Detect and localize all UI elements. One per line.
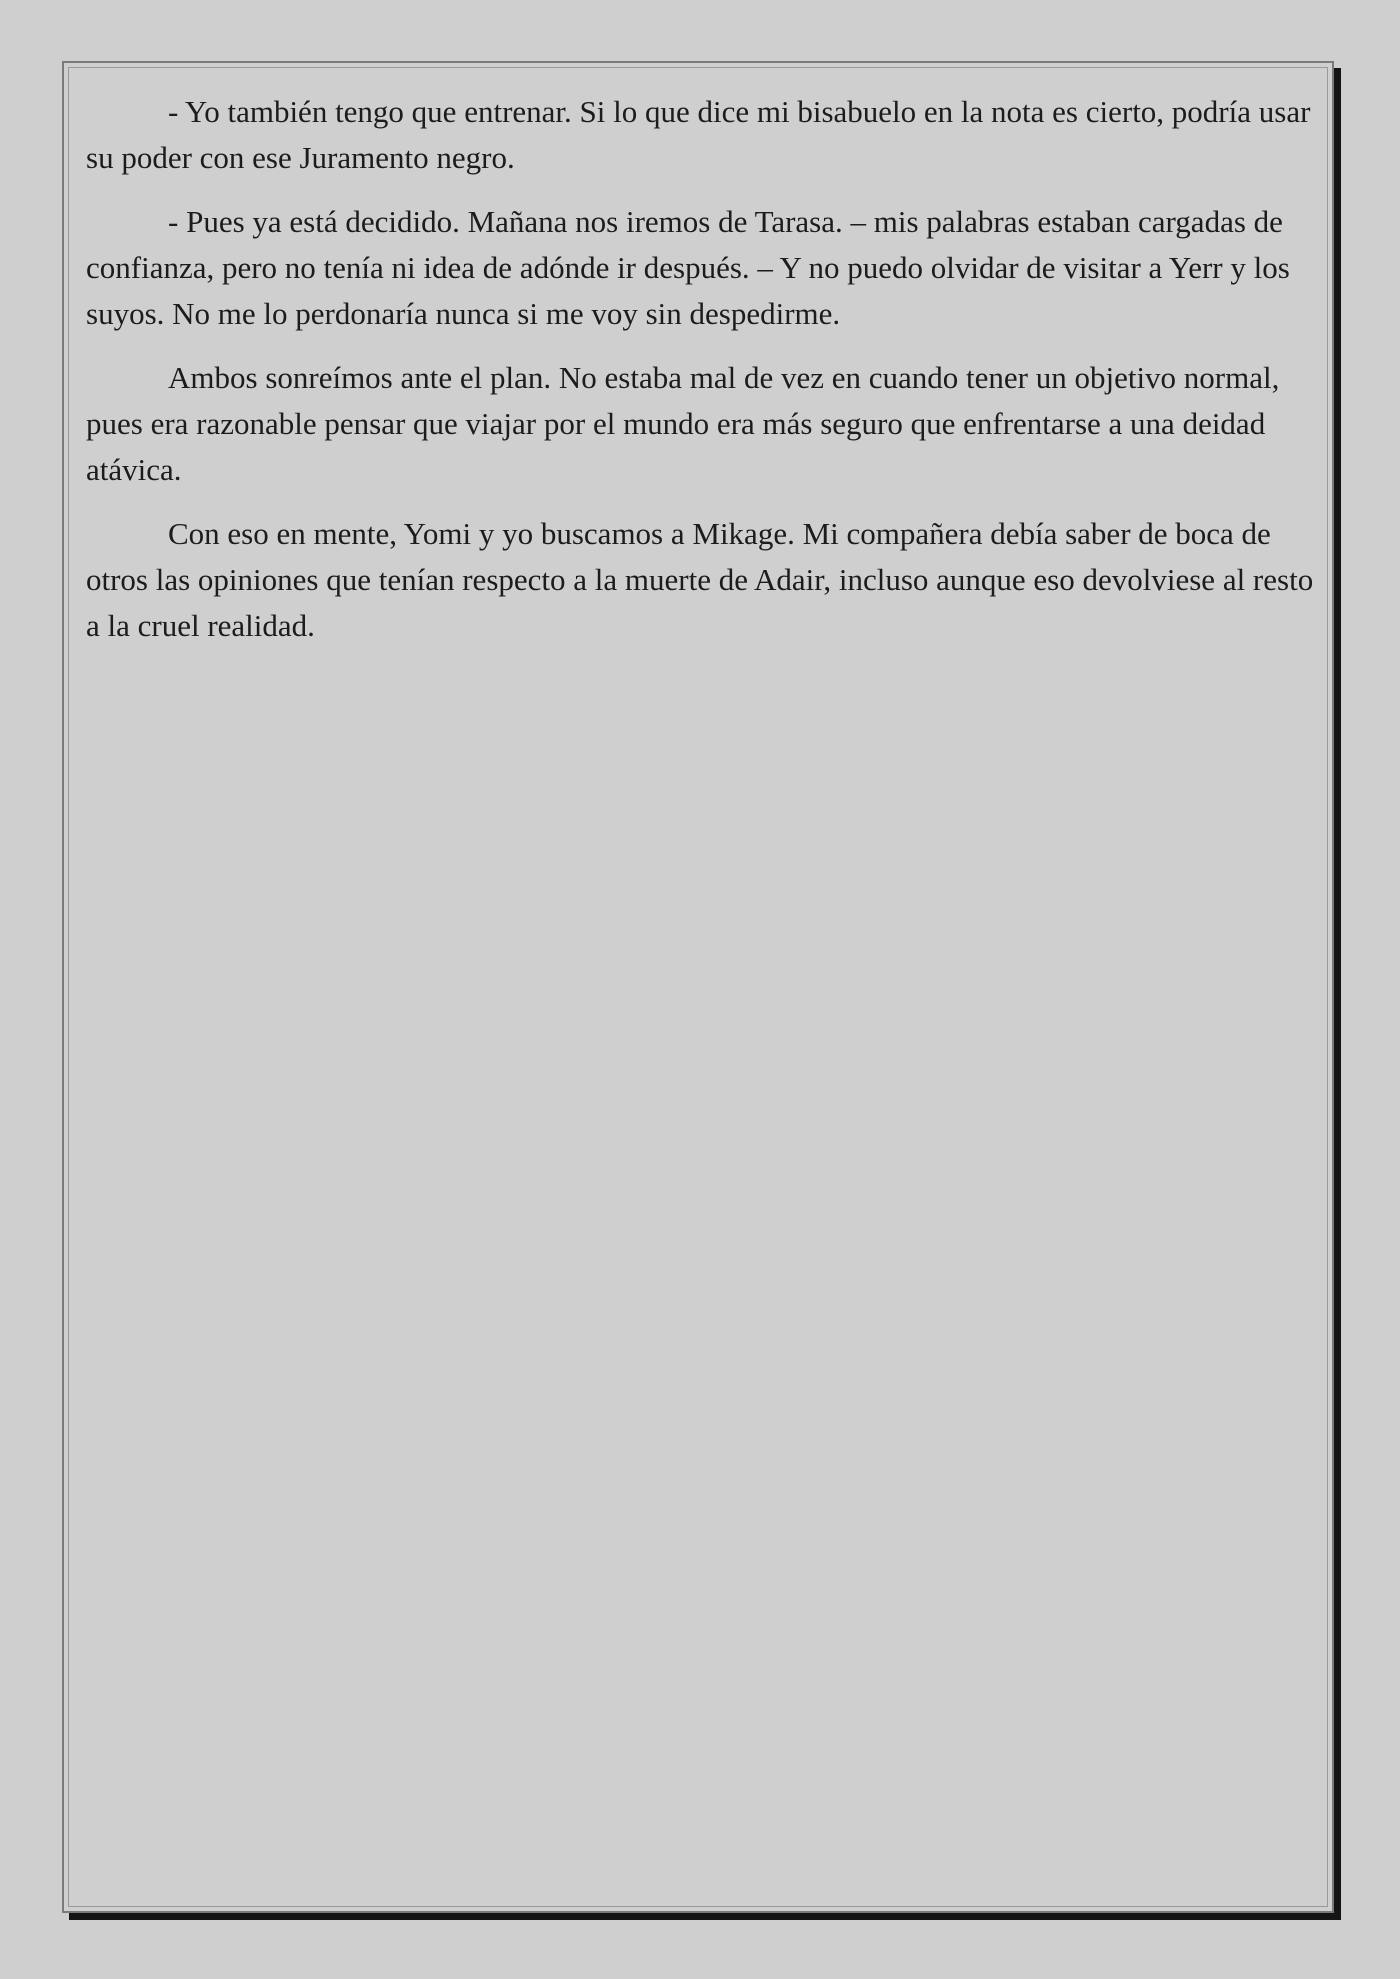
document-body <box>86 89 1318 667</box>
paragraph-1: - Yo también tengo que entrenar. Si lo que dice mi bisabuelo en la nota es cierto, podría usar su poder con ese Juramento negro. <box>86 94 1311 175</box>
paragraph-3: Ambos sonreímos ante el plan. No estaba mal de vez en cuando tener un objetivo normal, pues era razonable pensar que viajar por el mundo era más seguro que enfrentarse a una deidad atávica. <box>86 360 1280 487</box>
paragraph-4: Con eso en mente, Yomi y yo buscamos a Mikage. Mi compañera debía saber de boca de otros las opiniones que tenían respecto a la muerte de Adair, incluso aunque eso devolviese al resto a la cruel realidad. <box>86 516 1314 643</box>
page-frame <box>62 61 1334 1913</box>
paragraph-2: - Pues ya está decidido. Mañana nos iremos de Tarasa. – mis palabras estaban cargadas de confianza, pero no tenía ni idea de adónde ir después. – Y no puedo olvidar de visitar a Yerr y los suyos. No me lo perdonaría nunca si me voy sin despedirme. <box>86 204 1290 331</box>
